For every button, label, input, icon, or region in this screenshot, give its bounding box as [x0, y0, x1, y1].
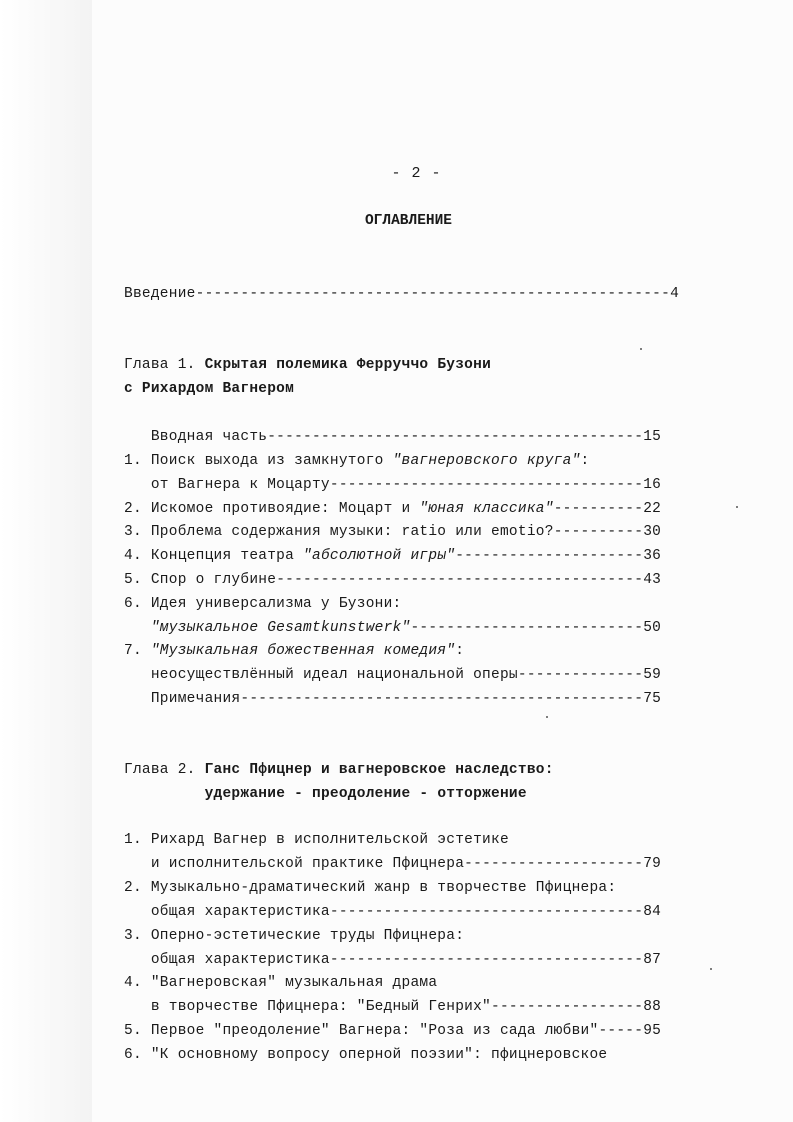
- entry-title: :: [580, 453, 590, 469]
- toc-entry: [124, 903, 793, 921]
- entry-number: 5.: [124, 1023, 142, 1039]
- chapter-title: Ганс Пфицнер и вагнеровское наследство:: [204, 762, 554, 778]
- scan-speck: [710, 968, 712, 970]
- toc-entry: [124, 500, 793, 518]
- chapter-label: Глава 2.: [124, 762, 196, 778]
- chapter-label: Глава 1.: [124, 357, 196, 373]
- chapter-title: Скрытая полемика Ферруччо Бузони: [204, 357, 492, 373]
- entry-title: от Вагнера к Моцарту: [150, 477, 330, 493]
- entry-title: "Вагнеровская" музыкальная драма: [150, 975, 438, 991]
- entry-page: 50: [643, 620, 662, 636]
- toc-entry: [124, 452, 793, 470]
- entry-number: 3.: [124, 928, 142, 944]
- toc-entry: [124, 690, 793, 708]
- entry-title: общая характеристика: [150, 952, 330, 968]
- entry-page: 59: [643, 667, 662, 683]
- entry-number: 2.: [124, 880, 142, 896]
- scan-speck: [546, 716, 548, 718]
- toc-entry: [124, 974, 793, 992]
- toc-entry: [124, 476, 793, 494]
- entry-page: 36: [643, 548, 662, 564]
- leader-dashes: -----: [598, 1023, 644, 1039]
- entry-number: 5.: [124, 572, 142, 588]
- entry-number: 4.: [124, 975, 142, 991]
- entry-page: 84: [643, 904, 662, 920]
- toc-entry: [124, 831, 793, 849]
- leader-dashes: -----------------------------------: [329, 952, 644, 968]
- toc-entry: [124, 666, 793, 684]
- entry-title: Концепция театра: [150, 548, 304, 564]
- entry-page: 79: [643, 856, 662, 872]
- toc-entry: [124, 642, 793, 660]
- toc-entry: [124, 879, 793, 897]
- entry-page: 95: [643, 1023, 662, 1039]
- toc-entry: [124, 523, 793, 541]
- entry-title: :: [455, 643, 465, 659]
- leader-dashes: --------------------------: [410, 620, 644, 636]
- entry-number: 7.: [124, 643, 142, 659]
- chapter-heading: [124, 761, 793, 779]
- leader-dashes: -----------------------------------------------------: [195, 286, 671, 302]
- toc-entry-intro: [124, 285, 793, 303]
- entry-page: 87: [643, 952, 662, 968]
- leader-dashes: ---------------------: [455, 548, 644, 564]
- toc-entry: [124, 571, 793, 589]
- entry-title: Примечания: [150, 691, 241, 707]
- toc-entry: [124, 951, 793, 969]
- entry-title: "музыкальное Gesamtkunstwerk": [150, 620, 411, 636]
- chapter-heading: [124, 785, 793, 803]
- leader-dashes: --------------------: [464, 856, 644, 872]
- leader-dashes: -----------------------------------------: [276, 572, 644, 588]
- leader-dashes: -----------------------------------: [329, 477, 644, 493]
- entry-title: "юная классика": [419, 501, 554, 517]
- entry-page: 43: [643, 572, 662, 588]
- page-title: ОГЛАВЛЕНИЕ: [364, 213, 452, 229]
- entry-title: "К основному вопросу оперной поэзии": пфицнеровское: [150, 1047, 608, 1063]
- page-number: - 2 -: [391, 165, 442, 182]
- entry-title: "вагнеровского круга": [392, 453, 581, 469]
- entry-title: Рихард Вагнер в исполнительской эстетике: [150, 832, 509, 848]
- entry-number: 1.: [124, 453, 142, 469]
- entry-title: Спор о глубине: [150, 572, 277, 588]
- scan-speck: [640, 348, 642, 350]
- leader-dashes: ----------: [553, 524, 644, 540]
- chapter-title: удержание - преодоление - отторжение: [204, 786, 527, 802]
- entry-page: 16: [643, 477, 662, 493]
- entry-title: Первое "преодоление" Вагнера: "Роза из сада любви": [150, 1023, 599, 1039]
- entry-title: Поиск выхода из замкнутого: [150, 453, 393, 469]
- entry-title: Проблема содержания музыки: ratio или emotio?: [150, 524, 554, 540]
- entry-title: "Музыкальная божественная комедия": [150, 643, 456, 659]
- entry-number: 4.: [124, 548, 142, 564]
- chapter-title: с Рихардом Вагнером: [124, 381, 295, 397]
- leader-dashes: --------------: [517, 667, 644, 683]
- entry-title: "абсолютной игры": [303, 548, 456, 564]
- scan-speck: [736, 506, 738, 508]
- entry-page: 15: [643, 429, 662, 445]
- entry-title: в творчестве Пфицнера: "Бедный Генрих": [150, 999, 492, 1015]
- entry-title: Идея универсализма у Бузони:: [150, 596, 402, 612]
- entry-number: 3.: [124, 524, 142, 540]
- toc-entry: [124, 1046, 793, 1064]
- entry-number: 2.: [124, 501, 142, 517]
- entry-title: Искомое противоядие: Моцарт и: [150, 501, 420, 517]
- entry-page: 22: [643, 501, 662, 517]
- entry-page: 4: [670, 286, 680, 302]
- chapter-heading: [124, 380, 793, 398]
- toc-entry: [124, 998, 793, 1016]
- entry-page: 88: [643, 999, 662, 1015]
- entry-title: Вводная часть: [150, 429, 268, 445]
- leader-dashes: ---------------------------------------------: [240, 691, 644, 707]
- leader-dashes: ------------------------------------------: [267, 429, 644, 445]
- leader-dashes: -----------------: [491, 999, 644, 1015]
- entry-title: Музыкально-драматический жанр в творчестве Пфицнера:: [150, 880, 617, 896]
- entry-title: неосуществлённый идеал национальной оперы: [150, 667, 518, 683]
- entry-number: 6.: [124, 596, 142, 612]
- toc-entry: [124, 547, 793, 565]
- leader-dashes: ----------: [553, 501, 644, 517]
- entry-number: 6.: [124, 1047, 142, 1063]
- toc-entry: [124, 927, 793, 945]
- toc-entry: [124, 619, 793, 637]
- leader-dashes: -----------------------------------: [329, 904, 644, 920]
- toc-entry: [124, 428, 793, 446]
- entry-page: 30: [643, 524, 662, 540]
- entry-number: 1.: [124, 832, 142, 848]
- toc-entry: [124, 595, 793, 613]
- entry-page: 75: [643, 691, 662, 707]
- toc-entry: [124, 855, 793, 873]
- entry-title: Оперно-эстетические труды Пфицнера:: [150, 928, 465, 944]
- toc-entry: [124, 1022, 793, 1040]
- chapter-heading: [124, 356, 793, 374]
- entry-title: общая характеристика: [150, 904, 330, 920]
- entry-title: и исполнительской практике Пфицнера: [150, 856, 465, 872]
- entry-title: Введение: [124, 286, 196, 302]
